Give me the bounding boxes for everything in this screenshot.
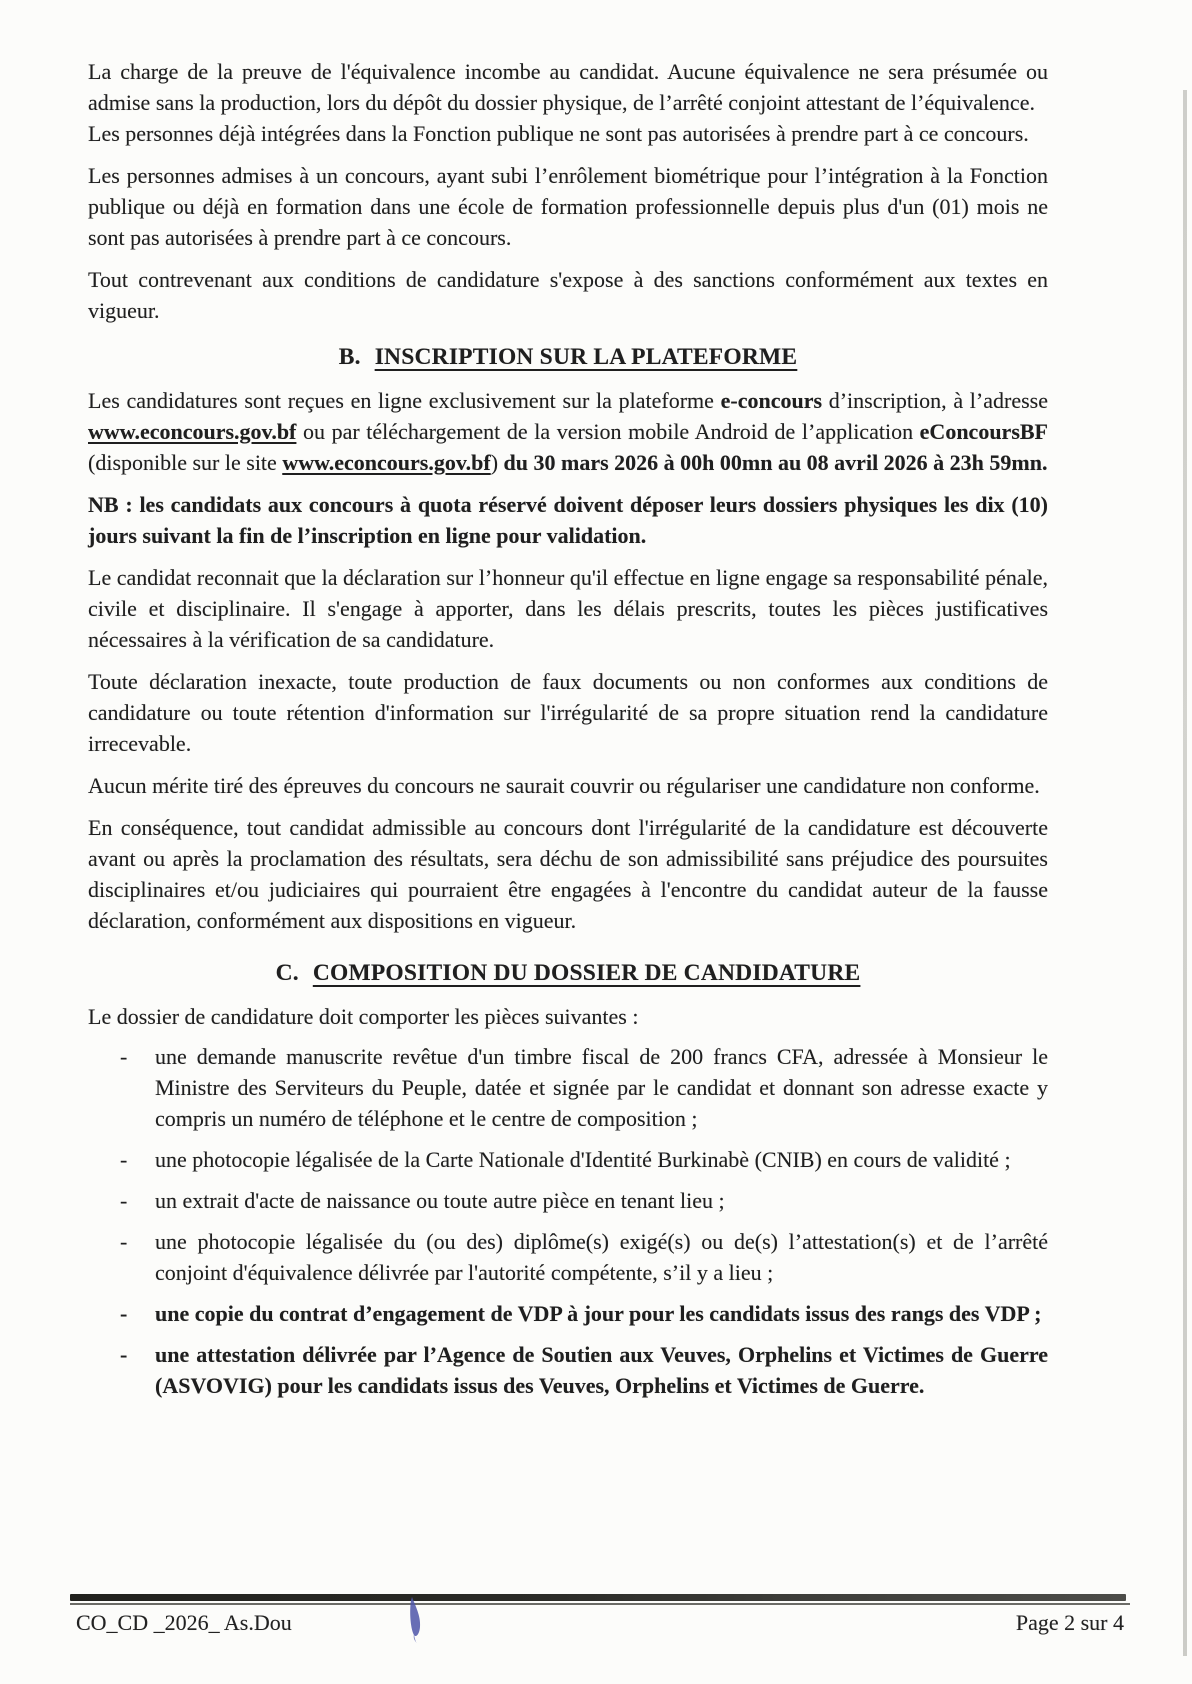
list-dash: - [120,1044,128,1069]
paragraph-personnes-admises: Les personnes admises à un concours, ayant subi l’enrôlement biométrique pour l’intégration à la Fonction publique ou déjà en formation dans une école de formation professionnelle depuis plus d'un (01) mois ne sont pas autorisées à prendre part à ce concours. [88,163,1048,250]
list-item-text: un extrait d'acte de naissance ou toute autre pièce en tenant lieu ; [155,1188,725,1213]
footer-divider-thin-line [70,1603,1130,1605]
list-dash: - [120,1342,128,1367]
paragraph-dossier-intro: Le dossier de candidature doit comporter les pièces suivantes : [88,1004,639,1029]
page-footer [76,1610,1124,1636]
list-dash: - [120,1229,128,1254]
list-item-text: une photocopie légalisée du (ou des) diplôme(s) exigé(s) ou de(s) l’attestation(s) et de l’arrêté conjoint d'équivalence délivrée par l'autorité compétente, s’il y a lieu ; [155,1229,1048,1285]
text-run: (disponible sur le site [88,450,283,475]
list-item-text: une copie du contrat d’engagement de VDP à jour pour les candidats issus des rangs des VDP ; [155,1301,1042,1326]
list-item-acte-naissance [88,1185,1048,1216]
paragraph-equivalence: La charge de la preuve de l'équivalence incombe au candidat. Aucune équivalence ne sera présumée ou admise sans la production, lors du dépôt du dossier physique, de l’arrêté conjoint attestant de l’équivalence. [88,59,1048,115]
document-body [88,56,1048,1411]
paragraph-declaration-inexacte: Toute déclaration inexacte, toute production de faux documents ou non conformes aux conditions de candidature ou toute rétention d'information sur l'irrégularité de sa propre situation rend la candidature irrecevable. [88,669,1048,756]
text-run: e-concours [720,388,823,413]
list-item-contrat-vdp [88,1298,1048,1329]
pieces-list [88,1041,1048,1401]
section-c-letter: C. [275,960,299,986]
list-item-diplome [88,1226,1048,1288]
text-run: ) [490,450,504,475]
scan-edge-artifact [1183,90,1187,1656]
list-item-cnib [88,1144,1048,1175]
section-b-letter: B. [338,344,361,370]
pen-ink-mark-icon [402,1596,432,1644]
text-run: ou par téléchargement de la version mobile Android de l’application [296,419,920,444]
list-dash: - [120,1147,128,1172]
section-c-heading [88,958,1048,989]
list-item-text: une photocopie légalisée de la Carte Nationale d'Identité Burkinabè (CNIB) en cours de validité ; [155,1147,1011,1172]
section-c-title: COMPOSITION DU DOSSIER DE CANDIDATURE [312,960,861,986]
list-item-demande [88,1041,1048,1134]
paragraph-nb: NB : les candidats aux concours à quota réservé doivent déposer leurs dossiers physiques les dix (10) jours suivant la fin de l’inscription en ligne pour validation. [88,492,1048,548]
paragraph-declaration-honneur: Le candidat reconnait que la déclaration sur l’honneur qu'il effectue en ligne engage sa responsabilité pénale, civile et disciplinaire. Il s'engage à apporter, dans les délais prescrits, toutes les pièces justificatives nécessaires à la vérification de sa candidature. [88,565,1048,652]
paragraph-personnes-integrees: Les personnes déjà intégrées dans la Fonction publique ne sont pas autorisées à prendre part à ce concours. [88,121,1029,146]
text-run: eConcoursBF [919,419,1048,444]
footer-divider-thick-line [70,1594,1126,1601]
list-dash: - [120,1188,128,1213]
text-run: du 30 mars 2026 à 00h 00mn au 08 avril 2026 à 23h 59mn. [503,450,1048,475]
list-dash: - [120,1301,128,1326]
text-run: d’inscription, à l’adresse [822,388,1048,413]
paragraph-aucun-merite: Aucun mérite tiré des épreuves du concours ne saurait couvrir ou régulariser une candidature non conforme. [88,773,1040,798]
section-b-heading [88,342,1048,373]
text-run: www.econcours.gov.bf [88,419,297,444]
paragraph-plateforme [88,385,1048,478]
list-item-text: une demande manuscrite revêtue d'un timbre fiscal de 200 francs CFA, adressée à Monsieur le Ministre des Serviteurs du Peuple, datée et signée par le candidat et donnant son adresse exacte y compris un numéro de téléphone et le centre de composition ; [155,1044,1048,1131]
text-run: www.econcours.gov.bf [282,450,491,475]
list-item-attestation-asvovig [88,1339,1048,1401]
footer-page-number: Page 2 sur 4 [1015,1610,1124,1635]
paragraph-contrevenant: Tout contrevenant aux conditions de candidature s'expose à des sanctions conformément aux textes en vigueur. [88,267,1048,323]
text-run: Les candidatures sont reçues en ligne exclusivement sur la plateforme [88,388,721,413]
paragraph-consequence: En conséquence, tout candidat admissible au concours dont l'irrégularité de la candidature est découverte avant ou après la proclamation des résultats, sera déchu de son admissibilité sans préjudice des poursuites disciplinaires et/ou judiciaires qui pourraient être engagées à l'encontre du candidat auteur de la fausse déclaration, conformément aux dispositions en vigueur. [88,815,1048,933]
section-b-title: INSCRIPTION SUR LA PLATEFORME [374,344,798,370]
footer-doc-reference: CO_CD _2026_ As.Dou [76,1610,292,1635]
list-item-text: une attestation délivrée par l’Agence de Soutien aux Veuves, Orphelins et Victimes de Guerre (ASVOVIG) pour les candidats issus des Veuves, Orphelins et Victimes de Guerre. [155,1342,1048,1398]
footer-divider [70,1594,1126,1605]
